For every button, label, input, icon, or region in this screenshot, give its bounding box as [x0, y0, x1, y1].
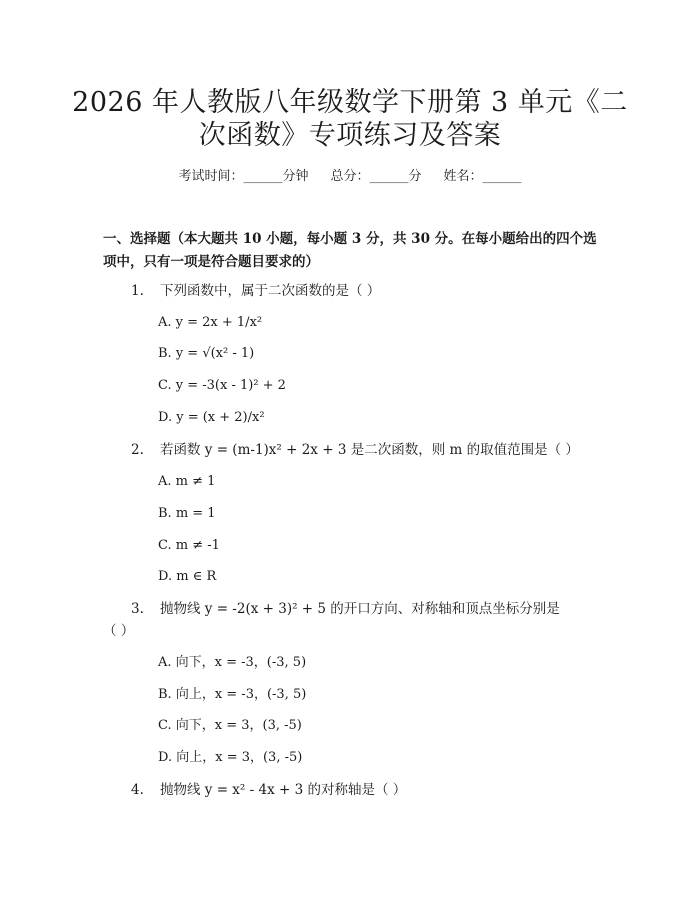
question-number: 1.: [131, 283, 144, 299]
question-2-option-b: B. m = 1: [158, 506, 216, 521]
section-heading-line-2: 项中，只有一项是符合题目要求的）: [103, 254, 319, 270]
question-number: 2.: [131, 442, 144, 458]
question-3-option-c: C. 向下，x = 3，(3, -5): [158, 718, 302, 733]
question-text: 抛物线 y = -2(x + 3)² + 5 的开口方向、对称轴和顶点坐标分别是: [160, 601, 560, 617]
total-score-label: 总分：______分: [330, 169, 422, 184]
question-2-option-a: A. m ≠ 1: [158, 474, 216, 489]
question-number: 3.: [131, 601, 144, 617]
question-4: [131, 781, 406, 799]
exam-info: [0, 168, 700, 186]
section-heading-line-1: 一、选择题（本大题共 10 小题，每小题 3 分，共 30 分。在每小题给出的四个选: [103, 231, 597, 247]
question-3: [131, 600, 560, 618]
question-1-option-b: B. y = √(x² - 1): [158, 346, 255, 361]
document-title-line-1: 2026 年人教版八年级数学下册第 3 单元《二: [72, 87, 628, 118]
question-1-option-d: D. y = (x + 2)/x²: [158, 410, 265, 425]
question-1-option-c: C. y = -3(x - 1)² + 2: [158, 378, 286, 393]
question-number: 4.: [131, 782, 144, 798]
question-3-option-a: A. 向下，x = -3，(-3, 5): [158, 655, 307, 670]
exam-time-label: 考试时间：______分钟: [178, 169, 309, 184]
student-name-label: 姓名：______: [443, 169, 522, 184]
question-1-option-a: A. y = 2x + 1/x²: [158, 315, 263, 330]
question-2-option-d: D. m ∈ R: [158, 569, 217, 584]
question-text: 抛物线 y = x² - 4x + 3 的对称轴是（ ）: [160, 782, 407, 798]
question-2-option-c: C. m ≠ -1: [158, 538, 220, 553]
question-3-continuation: （ ）: [103, 623, 135, 639]
question-3-option-b: B. 向上，x = -3，(-3, 5): [158, 687, 307, 702]
question-3-option-d: D. 向上，x = 3，(3, -5): [158, 750, 303, 765]
document-title-line-2: 次函数》专项练习及答案: [198, 120, 502, 151]
question-1: [131, 282, 380, 300]
question-text: 下列函数中，属于二次函数的是（ ）: [160, 283, 381, 299]
question-2: [131, 441, 579, 459]
question-text: 若函数 y = (m-1)x² + 2x + 3 是二次函数，则 m 的取值范围是（ ）: [160, 442, 579, 458]
